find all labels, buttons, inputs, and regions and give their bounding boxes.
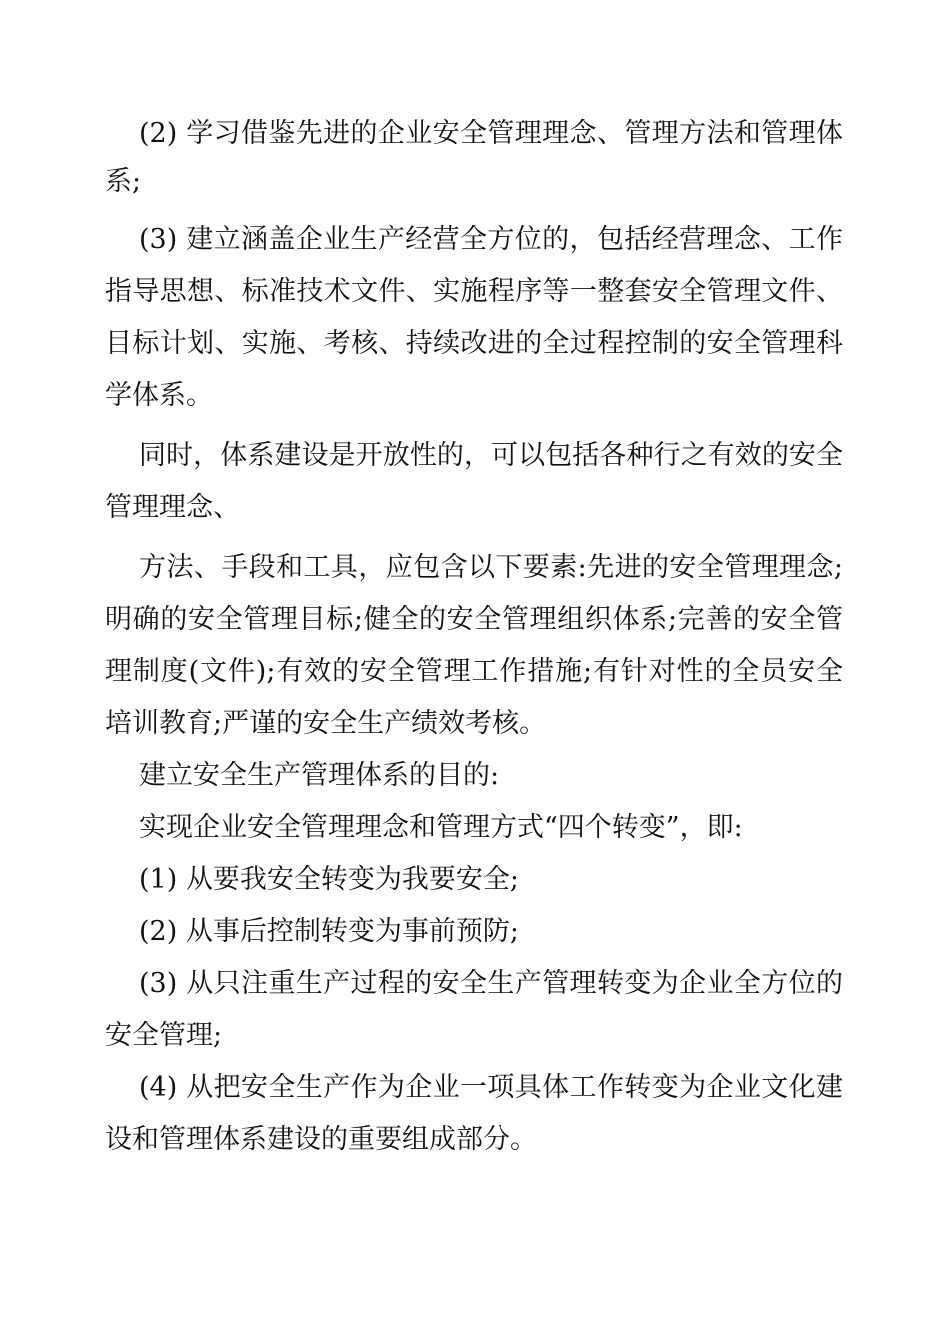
paragraph-openness: 同时，体系建设是开放性的，可以包括各种行之有效的安全管理理念、: [105, 440, 843, 523]
paragraph-item-3: (3) 建立涵盖企业生产经营全方位的，包括经营理念、工作指导思想、标准技术文件、实施程序等一整套安全管理文件、目标计划、实施、考核、持续改进的全过程控制的安全管理科学体系。: [105, 224, 843, 411]
paragraph-change-3: (3) 从只注重生产过程的安全生产管理转变为企业全方位的安全管理;: [105, 968, 843, 1051]
paragraph-elements: 方法、手段和工具，应包含以下要素:先进的安全管理理念;明确的安全管理目标;健全的安全管理组织体系;完善的安全管理制度(文件);有效的安全管理工作措施;有针对性的全员安全培训教育;严谨的安全生产绩效考核。: [105, 552, 843, 739]
document-body: [105, 110, 843, 1166]
paragraph-change-4: (4) 从把安全生产作为企业一项具体工作转变为企业文化建设和管理体系建设的重要组成部分。: [105, 1072, 843, 1155]
paragraph-change-2: (2) 从事后控制转变为事前预防;: [139, 916, 519, 947]
paragraph-four-changes: 实现企业安全管理理念和管理方式“四个转变”，即:: [139, 812, 743, 843]
paragraph-purpose-heading: 建立安全生产管理体系的目的:: [139, 760, 500, 791]
paragraph-change-1: (1) 从要我安全转变为我要安全;: [139, 864, 519, 895]
paragraph-item-2: (2) 学习借鉴先进的企业安全管理理念、管理方法和管理体系;: [105, 118, 843, 197]
